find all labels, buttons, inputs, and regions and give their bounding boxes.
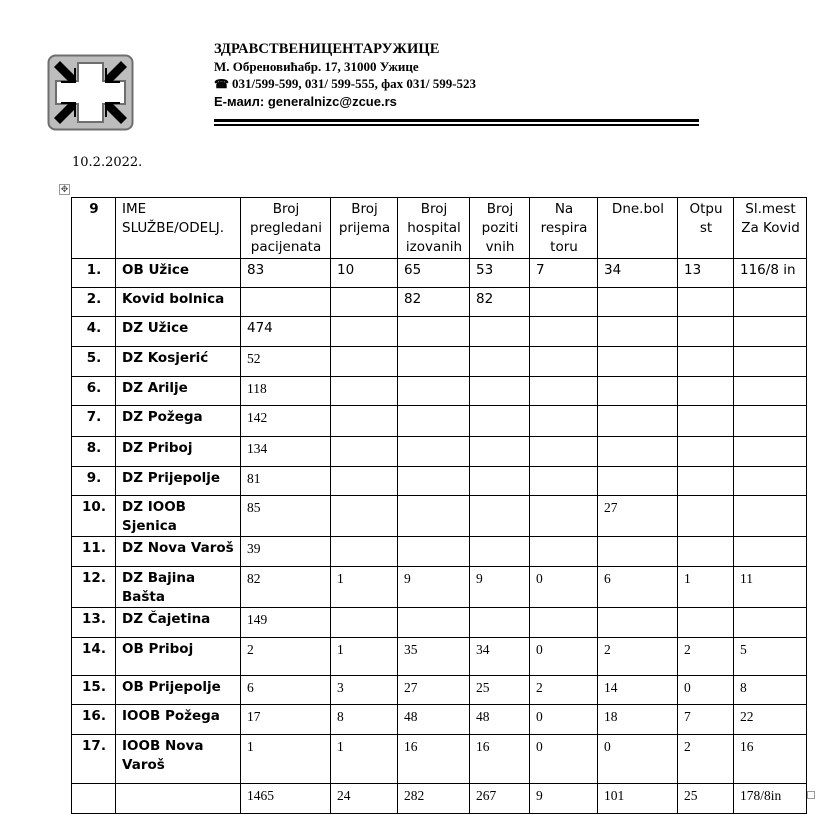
cell-positive[interactable]: 34: [470, 638, 530, 676]
cell-respirator[interactable]: [530, 406, 598, 437]
address: М. Обреновићабр. 17, 31000 Ужице: [214, 59, 419, 74]
report-date: 10.2.2022.: [72, 155, 143, 170]
cell-examined[interactable]: 82: [241, 567, 331, 608]
table-header-row: [72, 198, 807, 259]
cell-examined[interactable]: 142: [241, 406, 331, 437]
cell-hospitalized[interactable]: [398, 377, 470, 406]
cell-covid-beds[interactable]: [734, 347, 807, 377]
cell-hospital-days[interactable]: 14: [598, 676, 678, 705]
cell-discharged[interactable]: 13: [678, 259, 734, 288]
cell-respirator[interactable]: [530, 347, 598, 377]
cell-hospitalized[interactable]: 48: [398, 705, 470, 735]
telephone-icon: ☎: [214, 77, 229, 91]
cell-respirator[interactable]: [530, 537, 598, 567]
cell-respirator[interactable]: [530, 496, 598, 537]
table-row: [72, 608, 807, 638]
cell-admissions[interactable]: 8: [331, 705, 398, 735]
cell-covid-beds[interactable]: [734, 406, 807, 437]
cell-examined[interactable]: 83: [241, 259, 331, 288]
cell-admissions[interactable]: [331, 537, 398, 567]
cell-respirator[interactable]: [530, 288, 598, 317]
cell-covid-beds[interactable]: [734, 467, 807, 496]
cell-hospitalized[interactable]: [398, 347, 470, 377]
letterhead: [214, 41, 476, 111]
row-index: 10.: [72, 496, 116, 537]
row-department-name: DZ Užice: [116, 317, 241, 347]
cell-hospitalized[interactable]: 35: [398, 638, 470, 676]
cell-examined[interactable]: 2: [241, 638, 331, 676]
cell-positive[interactable]: [470, 377, 530, 406]
cell-discharged[interactable]: [678, 608, 734, 638]
cell-positive[interactable]: 9: [470, 567, 530, 608]
row-index: 12.: [72, 567, 116, 608]
cell-discharged[interactable]: [678, 437, 734, 467]
cell-hospital-days[interactable]: 2: [598, 638, 678, 676]
cell-examined[interactable]: 1465: [241, 784, 331, 814]
cell-examined[interactable]: 39: [241, 537, 331, 567]
cell-discharged[interactable]: 2: [678, 638, 734, 676]
table-move-handle-icon[interactable]: ✥: [60, 184, 69, 194]
cell-admissions[interactable]: [331, 406, 398, 437]
table-row: [72, 537, 807, 567]
cell-hospitalized[interactable]: 282: [398, 784, 470, 814]
cell-discharged[interactable]: [678, 537, 734, 567]
letterhead-divider-thick: [214, 119, 699, 122]
cell-hospitalized[interactable]: [398, 496, 470, 537]
row-department-name: IOOB Nova Varoš: [116, 735, 241, 784]
cell-hospitalized[interactable]: [398, 608, 470, 638]
header-respirator: Na respira toru: [530, 198, 598, 259]
row-index: 7.: [72, 406, 116, 437]
cell-positive[interactable]: 267: [470, 784, 530, 814]
cell-admissions[interactable]: [331, 288, 398, 317]
row-department-name: DZ Kosjerić: [116, 347, 241, 377]
table-row: [72, 259, 807, 288]
table-row: [72, 437, 807, 467]
row-index: 17.: [72, 735, 116, 784]
cell-admissions[interactable]: 1: [331, 567, 398, 608]
row-index: 15.: [72, 676, 116, 705]
cell-positive[interactable]: [470, 608, 530, 638]
cell-admissions[interactable]: 1: [331, 735, 398, 784]
cell-hospitalized[interactable]: [398, 537, 470, 567]
cell-hospital-days[interactable]: [598, 317, 678, 347]
cell-respirator[interactable]: 0: [530, 735, 598, 784]
cell-positive[interactable]: [470, 347, 530, 377]
cell-discharged[interactable]: 0: [678, 676, 734, 705]
cell-discharged[interactable]: [678, 317, 734, 347]
header-admissions: Broj prijema: [331, 198, 398, 259]
cell-positive[interactable]: 48: [470, 705, 530, 735]
table-row: [72, 406, 807, 437]
cell-covid-beds[interactable]: [734, 288, 807, 317]
row-index: 13.: [72, 608, 116, 638]
table-row: [72, 676, 807, 705]
cell-positive[interactable]: [470, 406, 530, 437]
table-row: [72, 496, 807, 537]
cell-admissions[interactable]: [331, 377, 398, 406]
cell-positive[interactable]: 16: [470, 735, 530, 784]
cell-examined[interactable]: 17: [241, 705, 331, 735]
table-row: [72, 735, 807, 784]
cell-admissions[interactable]: 3: [331, 676, 398, 705]
cell-examined[interactable]: 474: [241, 317, 331, 347]
phone-numbers: 031/599-599, 031/ 599-555, фах 031/ 599-523: [231, 76, 477, 91]
cell-admissions[interactable]: [331, 608, 398, 638]
cell-hospital-days[interactable]: [598, 406, 678, 437]
table-totals-row: [72, 784, 807, 814]
cell-covid-beds[interactable]: [734, 608, 807, 638]
cell-discharged[interactable]: [678, 406, 734, 437]
row-index: 11.: [72, 537, 116, 567]
cell-respirator[interactable]: 0: [530, 638, 598, 676]
cell-covid-beds[interactable]: 11: [734, 567, 807, 608]
cell-hospital-days[interactable]: [598, 377, 678, 406]
table-row: [72, 467, 807, 496]
cell-covid-beds[interactable]: 8: [734, 676, 807, 705]
email: Е-маил: generalnizc@zcue.rs: [214, 94, 397, 109]
cell-positive[interactable]: [470, 437, 530, 467]
row-department-name: DZ Čajetina: [116, 608, 241, 638]
cell-admissions[interactable]: [331, 437, 398, 467]
cell-hospital-days[interactable]: [598, 467, 678, 496]
cell-admissions[interactable]: [331, 347, 398, 377]
row-department-name: IOOB Požega: [116, 705, 241, 735]
cell-positive[interactable]: [470, 467, 530, 496]
cell-examined[interactable]: 81: [241, 467, 331, 496]
cell-hospital-days[interactable]: [598, 288, 678, 317]
cell-covid-beds[interactable]: [734, 537, 807, 567]
cell-discharged[interactable]: 7: [678, 705, 734, 735]
cell-hospital-days[interactable]: [598, 608, 678, 638]
cell-hospitalized[interactable]: 9: [398, 567, 470, 608]
cell-positive[interactable]: 25: [470, 676, 530, 705]
cell-covid-beds[interactable]: 178/8in: [734, 784, 807, 814]
cell-respirator[interactable]: [530, 608, 598, 638]
cell-hospital-days[interactable]: 18: [598, 705, 678, 735]
cell-respirator[interactable]: [530, 467, 598, 496]
row-department-name: OB Prijepolje: [116, 676, 241, 705]
organization-name: ЗДРАВСТВЕНИЦЕНТАРУЖИЦЕ: [214, 41, 440, 57]
table-row: [72, 638, 807, 676]
row-index: 6.: [72, 377, 116, 406]
cell-covid-beds[interactable]: 22: [734, 705, 807, 735]
cell-examined[interactable]: 149: [241, 608, 331, 638]
cell-positive[interactable]: [470, 537, 530, 567]
row-index: 4.: [72, 317, 116, 347]
row-index: 5.: [72, 347, 116, 377]
cell-examined[interactable]: 118: [241, 377, 331, 406]
row-index: 16.: [72, 705, 116, 735]
cell-hospital-days[interactable]: 6: [598, 567, 678, 608]
cell-respirator[interactable]: 2: [530, 676, 598, 705]
header-covid-beds: Sl.mest Za Kovid: [734, 198, 807, 259]
header-hospital-days: Dne.bol: [598, 198, 678, 259]
cell-discharged[interactable]: [678, 288, 734, 317]
cell-examined[interactable]: 52: [241, 347, 331, 377]
row-department-name: OB Užice: [116, 259, 241, 288]
cell-respirator[interactable]: [530, 437, 598, 467]
cell-positive[interactable]: 82: [470, 288, 530, 317]
cell-admissions[interactable]: [331, 317, 398, 347]
row-department-name: DZ Arilje: [116, 377, 241, 406]
cell-examined[interactable]: 6: [241, 676, 331, 705]
row-index: 9.: [72, 467, 116, 496]
header-positive: Broj poziti vnih: [470, 198, 530, 259]
phone-line: [214, 75, 476, 93]
cell-covid-beds[interactable]: 16: [734, 735, 807, 784]
cell-covid-beds[interactable]: 5: [734, 638, 807, 676]
cell-covid-beds[interactable]: [734, 496, 807, 537]
cell-examined[interactable]: [241, 288, 331, 317]
cell-hospitalized[interactable]: [398, 437, 470, 467]
table-row: [72, 347, 807, 377]
cell-respirator[interactable]: 7: [530, 259, 598, 288]
cell-discharged[interactable]: 2: [678, 735, 734, 784]
table-row: [72, 377, 807, 406]
cell-respirator[interactable]: 0: [530, 705, 598, 735]
cell-discharged[interactable]: [678, 347, 734, 377]
cell-admissions[interactable]: [331, 496, 398, 537]
row-department-name: DZ Prijepolje: [116, 467, 241, 496]
row-department-name: Kovid bolnica: [116, 288, 241, 317]
cell-admissions[interactable]: [331, 467, 398, 496]
table-row: [72, 317, 807, 347]
cell-discharged[interactable]: [678, 496, 734, 537]
cell-admissions[interactable]: 10: [331, 259, 398, 288]
cell-hospitalized[interactable]: 65: [398, 259, 470, 288]
cell-hospital-days[interactable]: [598, 347, 678, 377]
cell-discharged[interactable]: [678, 467, 734, 496]
row-index: 14.: [72, 638, 116, 676]
table-resize-handle[interactable]: [807, 791, 815, 799]
cell-examined[interactable]: 134: [241, 437, 331, 467]
row-department-name: DZ Bajina Bašta: [116, 567, 241, 608]
header-discharged: Otpu st: [678, 198, 734, 259]
medical-cross-logo: [47, 54, 134, 131]
cell-discharged[interactable]: [678, 377, 734, 406]
cell-hospital-days[interactable]: 34: [598, 259, 678, 288]
header-name: IME SLUŽBE/ODELJ.: [116, 198, 241, 259]
cell-hospitalized[interactable]: 82: [398, 288, 470, 317]
cell-hospitalized[interactable]: [398, 317, 470, 347]
table-row: [72, 567, 807, 608]
cell-hospitalized[interactable]: [398, 467, 470, 496]
header-index: 9: [72, 198, 116, 259]
row-index: 2.: [72, 288, 116, 317]
cell-hospital-days[interactable]: 27: [598, 496, 678, 537]
cell-hospital-days[interactable]: 101: [598, 784, 678, 814]
cell-respirator[interactable]: [530, 317, 598, 347]
row-department-name: DZ Nova Varoš: [116, 537, 241, 567]
cell-positive[interactable]: [470, 496, 530, 537]
row-department-name: [116, 784, 241, 814]
header-hospitalized: Broj hospital izovanih: [398, 198, 470, 259]
row-index: [72, 784, 116, 814]
cell-covid-beds[interactable]: [734, 317, 807, 347]
cell-hospitalized[interactable]: 16: [398, 735, 470, 784]
row-department-name: DZ Priboj: [116, 437, 241, 467]
row-department-name: DZ IOOB Sjenica: [116, 496, 241, 537]
cell-examined[interactable]: 1: [241, 735, 331, 784]
cell-hospital-days[interactable]: [598, 437, 678, 467]
cell-respirator[interactable]: 0: [530, 567, 598, 608]
cell-positive[interactable]: 53: [470, 259, 530, 288]
cell-hospital-days[interactable]: [598, 537, 678, 567]
cell-admissions[interactable]: 1: [331, 638, 398, 676]
letterhead-divider-thin: [214, 124, 699, 126]
cell-respirator[interactable]: [530, 377, 598, 406]
cell-covid-beds[interactable]: [734, 437, 807, 467]
header-examined: Broj pregledani pacijenata: [241, 198, 331, 259]
cell-discharged[interactable]: 1: [678, 567, 734, 608]
row-department-name: DZ Požega: [116, 406, 241, 437]
row-index: 1.: [72, 259, 116, 288]
table-row: [72, 705, 807, 735]
row-index: 8.: [72, 437, 116, 467]
cell-discharged[interactable]: 25: [678, 784, 734, 814]
cell-hospitalized[interactable]: [398, 406, 470, 437]
cell-covid-beds[interactable]: [734, 377, 807, 406]
cell-hospitalized[interactable]: 27: [398, 676, 470, 705]
cell-respirator[interactable]: 9: [530, 784, 598, 814]
cell-examined[interactable]: 85: [241, 496, 331, 537]
table-row: [72, 288, 807, 317]
report-table: [71, 197, 807, 814]
cell-admissions[interactable]: 24: [331, 784, 398, 814]
cell-covid-beds[interactable]: 116/8 in: [734, 259, 807, 288]
row-department-name: OB Priboj: [116, 638, 241, 676]
cell-hospital-days[interactable]: 0: [598, 735, 678, 784]
cell-positive[interactable]: [470, 317, 530, 347]
